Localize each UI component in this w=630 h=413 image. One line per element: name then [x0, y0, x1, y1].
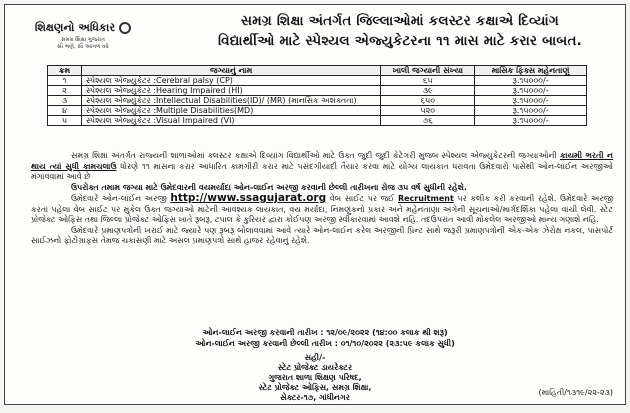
header-salary: માસિક ફિક્સ મહેનતાણું — [475, 66, 587, 76]
paragraph-verification: ઉમેદવારે પ્રમાણપત્રોની ખરાઈ માટે જ્યારે પણ રૂબરૂ બોલાવવામાં આવે ત્યારે ઓન-લાઈન કરેલ અરજીની પ્રિન્ટ સાથે જરૂરી પ્રમાણપત્રોની એક-એક ઝેરોક્ષ નકલ, પાસપોર્ટ સાઈઝનો ફોટોગ્રાફસ તેમજ ચકાસણી માટે અસલ પ્રમાણપત્રો સાથે હાજર રહેવાનું રહેશે. — [31, 225, 613, 245]
headline-line-1: સમગ્ર શિક્ષા અંતર્ગત જિલ્લાઓમાં કલસ્ટર કક્ષાએ દિવ્યાંગ — [241, 13, 559, 29]
logo-tagline: સૌ ભણે, સૌ આગળ વધે — [57, 44, 109, 50]
start-date: ઓન-લાઈન અરજી કરવાની તારીખ : ૧૨/૦૯/૨૦૨૨ (૧૪:૦૦ કલાક થી શરૂ) — [202, 328, 448, 337]
vacancy-table — [47, 65, 587, 126]
signatory-office: સ્ટેટ પ્રોજેક્ટ ઓફિસ, સમગ્ર શિક્ષા, — [258, 383, 372, 392]
table-header-row — [48, 66, 587, 76]
logo — [19, 11, 147, 61]
row-post-name: સ્પેશ્યલ એજ્યુકેટર :Visual Impaired (VI) — [81, 116, 380, 126]
row-vacancies: ૬૫ — [381, 76, 475, 86]
paragraph-age-limit: ઉપરોક્ત તમામ જગ્યા માટે ઉમેદવારની વયમર્યાદા ઓન-લાઈન અરજી કરવાની છેલ્લી તારીખના રોજ ૩૫ વર્ષ સુધીની રહેશે. — [71, 182, 467, 192]
table-row — [48, 116, 587, 126]
row-salary: રૂ.૧૫૦૦૦/- — [475, 86, 587, 96]
row-serial: ૨ — [48, 86, 82, 96]
row-serial: ૩ — [48, 96, 82, 106]
row-vacancies: ૭૬ — [381, 116, 475, 126]
headline — [185, 11, 615, 51]
signatory-org: ગુજરાત શાળા શિક્ષણ પરિષદ, — [268, 373, 362, 382]
header-post-name: જગ્યાનું નામ — [81, 66, 380, 76]
logo-ring-icon — [119, 22, 131, 34]
end-date: ઓન-લાઈન અરજી કરવાની છેલ્લી તારીખ : ૦૧/૧૦/૨૦૨૨ (૨૩:૫૯ કલાક સુધી) — [195, 338, 455, 348]
table-row — [48, 106, 587, 116]
advertisement-page — [4, 4, 626, 405]
table-row — [48, 96, 587, 106]
header-vacancies: ખાલી જગ્યાની સંખ્યા — [381, 66, 475, 76]
signatory-address: સેક્ટર-૧૭, ગાંધીનગર — [280, 393, 350, 402]
row-salary: રૂ.૧૫૦૦૦/- — [475, 76, 587, 86]
logo-title: શિક્ષણનો અધિકાર — [34, 21, 116, 34]
reference-number: (માહિતી/૧૩૧૯/૨૨-૨૩) — [538, 388, 613, 397]
row-vacancies: ૫૨૦ — [381, 106, 475, 116]
body-text — [31, 151, 613, 247]
table-row — [48, 86, 587, 96]
paragraph-apply: ઉમેદવારે ઓન-લાઈન અરજી http://www.ssagujarat.org વેબ સાઈટ પર જઈ Recruitment પર કલીક કરી કરવાની રહેશે. ઉમેદવારે અરજી કરતાં પહેલા વેબ સાઈટ પર મુકેલ ઉક્ત જગ્યાઓ માટેની આવશ્યક લાયકાત, વય મર્યાદા, નિમણુંકનો પ્રકાર અને મહેનતાણા અંગેની સૂચનાઓ/માર્ગદર્શિકા પહેલા વાંચી લેવી. સ્ટેટ પ્રોજેક્ટ ઓફિસ તથા જિલ્લા પ્રોજેક્ટ ઓફિસ ખાતે રૂબરૂ, ટપાલ કે કુરિયર દ્વારા કોઈપણ અરજી સ્વીકારવામાં આવશે નહિં. તદઉપરાંત આવી મોકલેલ અરજીઓ માન્ય ગણાશે નહિં. — [31, 192, 613, 224]
signature-block — [175, 353, 455, 403]
row-salary: રૂ.૧૫૦૦૦/- — [475, 106, 587, 116]
signatory-title: સ્ટેટ પ્રોજેક્ટ ડાયરેક્ટર — [277, 363, 353, 372]
header-serial: ક્રમ — [48, 66, 82, 76]
row-serial: ૪ — [48, 106, 82, 116]
row-vacancies: ૩૯ — [381, 86, 475, 96]
signature-line: સહી/- — [304, 353, 326, 362]
logo-subtitle: સમગ્ર શિક્ષા ગુજરાત — [61, 37, 105, 43]
row-post-name: સ્પેશ્યલ એજ્યુકેટર :Cerebral palsy (CP) — [81, 76, 380, 86]
headline-line-2: વિદ્યાર્થીઓ માટે સ્પેશ્યલ એજ્યુકેટરના ૧૧ માસ માટે કરાર બાબત. — [218, 33, 582, 49]
website-link[interactable]: http://www.ssagujarat.org — [170, 192, 327, 204]
row-salary: રૂ.૧૫૦૦૦/- — [475, 96, 587, 106]
row-salary: રૂ.૧૫૦૦૦/- — [475, 116, 587, 126]
row-post-name: સ્પેશ્યલ એજ્યુકેટર :Hearing Impaired (HI) — [81, 86, 380, 96]
row-serial: ૧ — [48, 76, 82, 86]
row-post-name: સ્પેશ્યલ એજ્યુકેટર :Intellectual Disabilities(ID)/ (MR) (માનસિક અશક્તતા) — [81, 96, 380, 106]
application-dates — [65, 328, 585, 349]
row-post-name: સ્પેશ્યલ એજ્યુકેટર :Multiple Disabilities(MD) — [81, 106, 380, 116]
paragraph-intro: સમગ્ર શિક્ષા અંતર્ગત રાજ્યની શાળાઓમાં ક્લસ્ટર કક્ષાએ દિવ્યાંગ વિદ્યાર્થીઓ માટે ઉક્ત જુદી જુદી કેટેગરી મુજબ સ્પેશ્યલ એજ્યુકેટરની જગ્યાઓની કાયમી ભરતી ન થાય ત્યાં સુધી કામચલાઉ ધોરણે ૧૧ માસના કરાર આધારિત કામગીરી કરાર માટે પસંદગીયાદી તૈયાર કરવા માટે યોગ્ય લાયકાત ધરાવતા ઉમેદવારો પાસેથી ઓન-લાઈન અરજીઓ મંગાવવામાં આવે છે — [31, 151, 614, 181]
temporary-note: કાયમી ભરતી ન થાય ત્યાં સુધી કામચલાઉ — [31, 151, 614, 171]
row-vacancies: ૬૫૦ — [381, 96, 475, 106]
table-row — [48, 76, 587, 86]
row-serial: ૫ — [48, 116, 82, 126]
recruitment-label: Recruitment — [397, 194, 454, 203]
